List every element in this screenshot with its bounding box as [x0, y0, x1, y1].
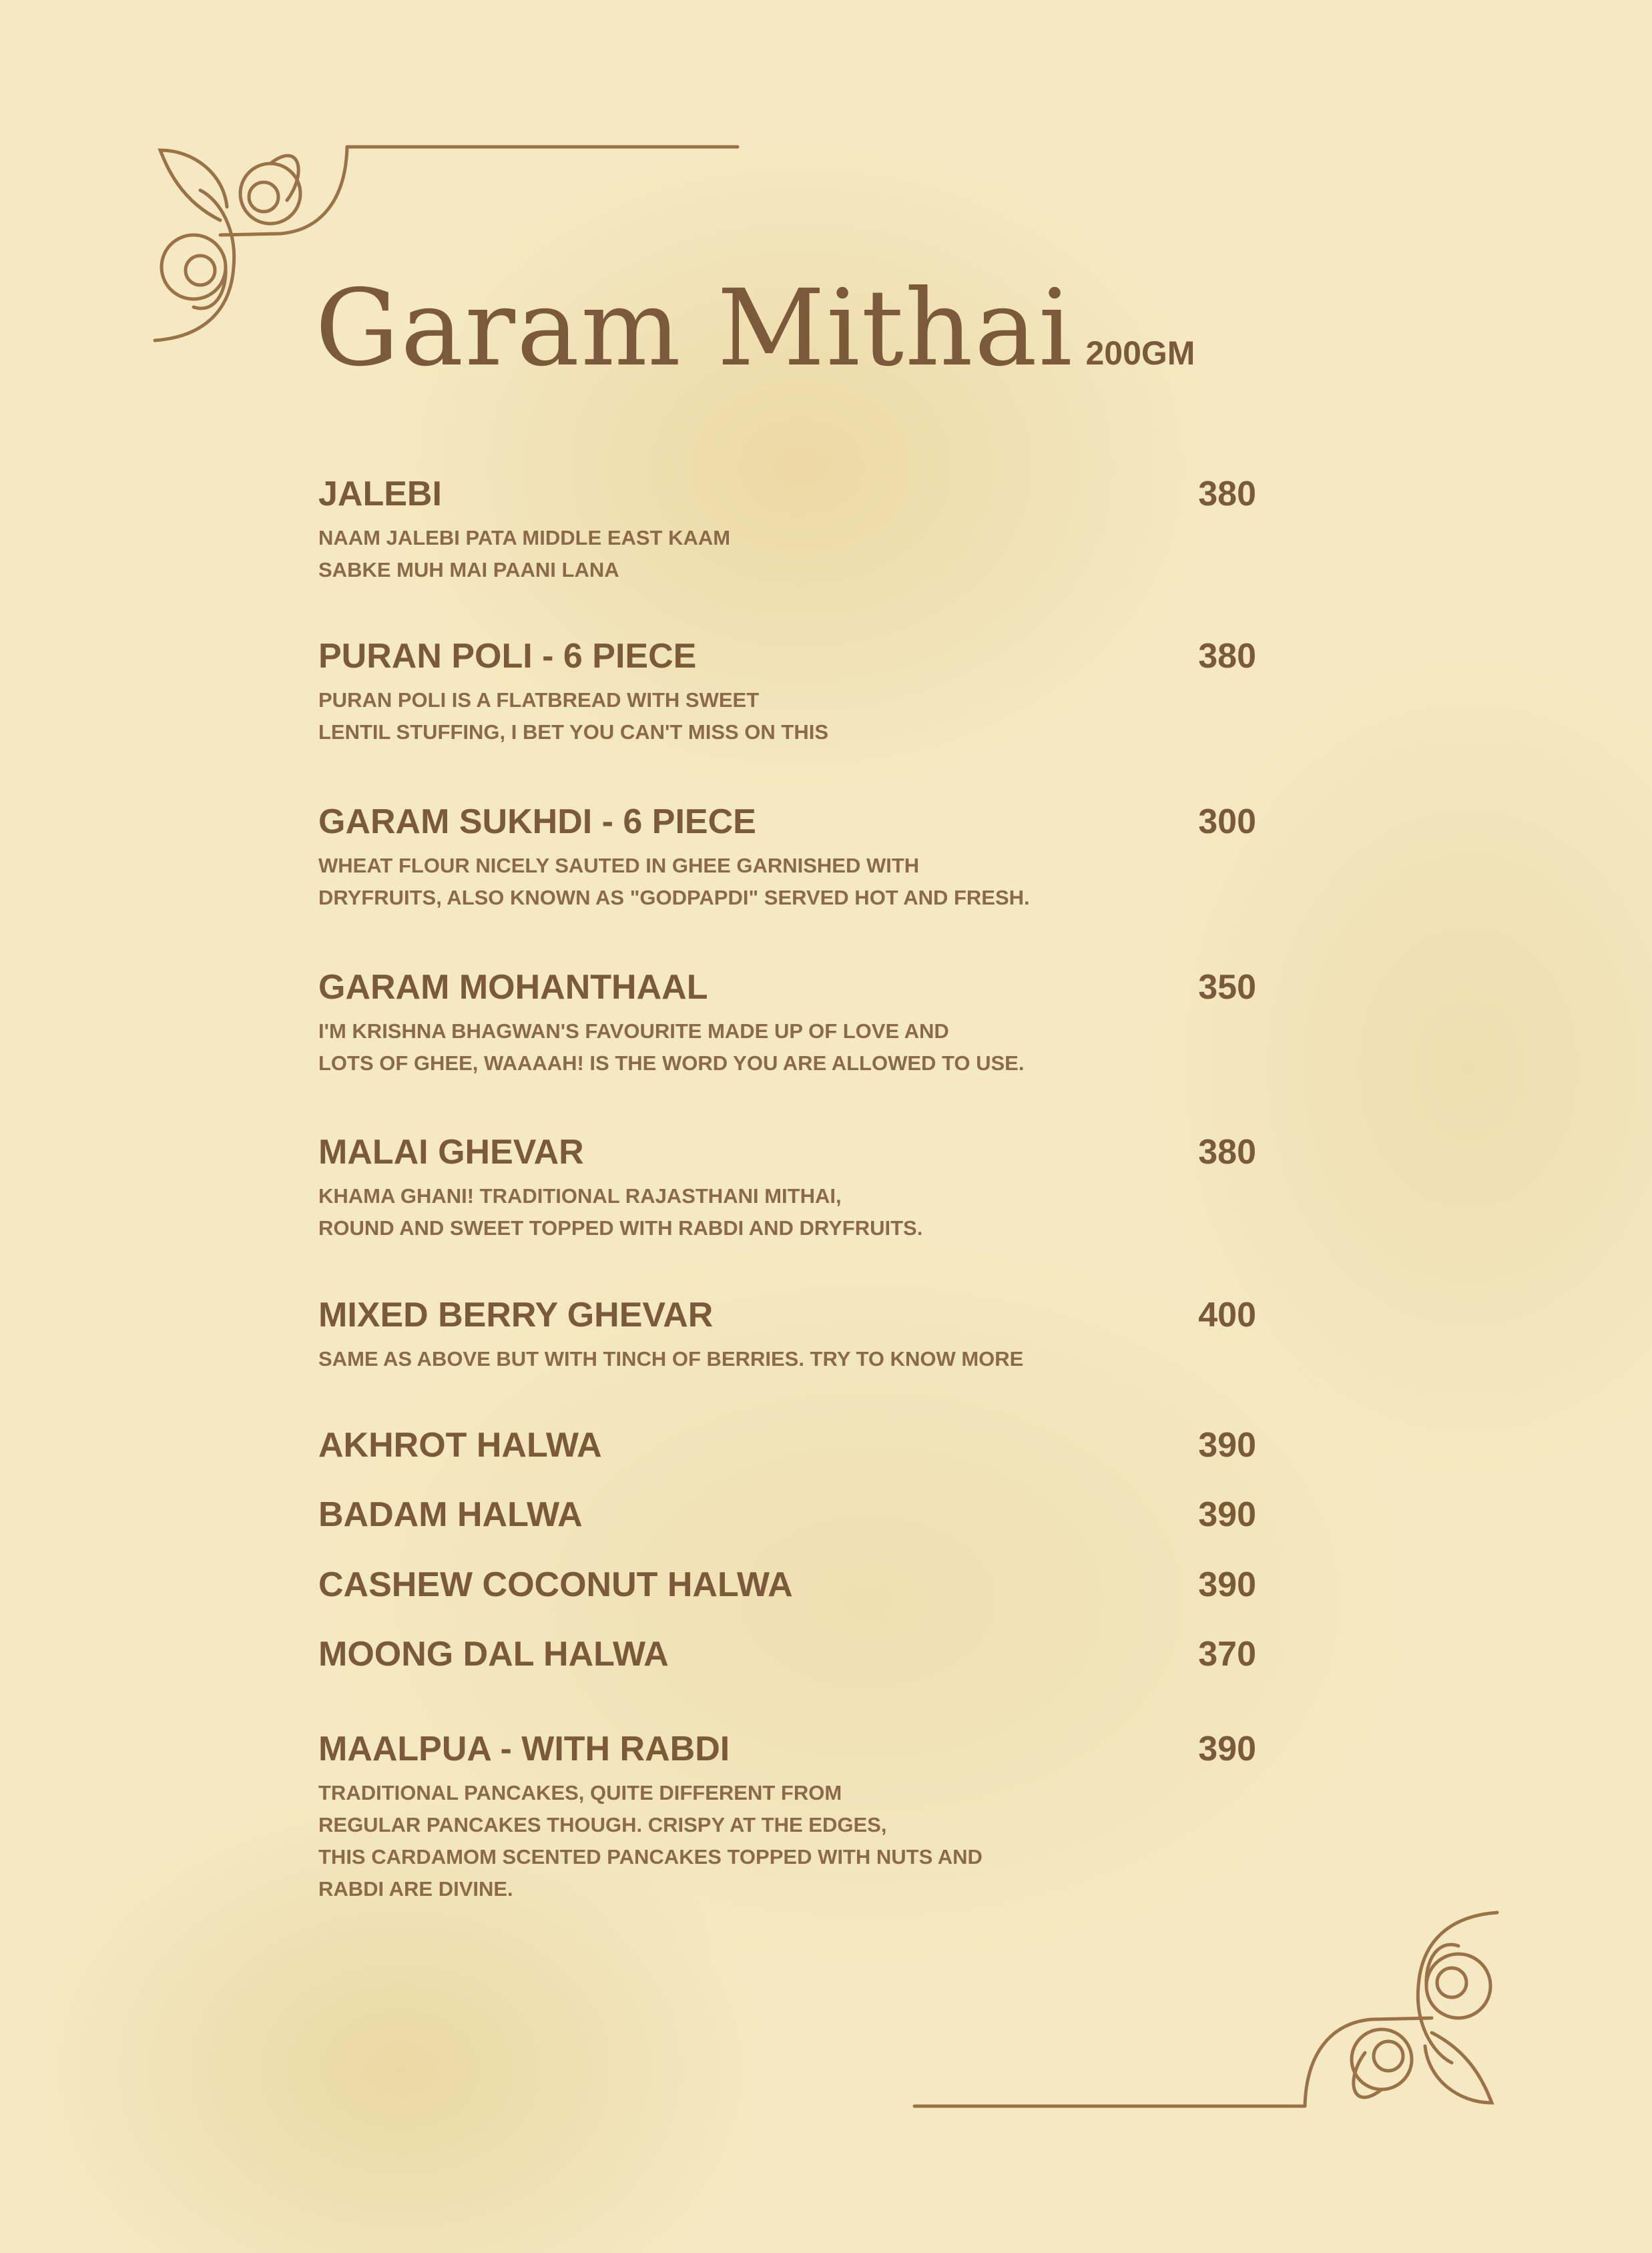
menu-item: [318, 1634, 1256, 1681]
item-price: 390: [1198, 1495, 1256, 1534]
item-description: I'M KRISHNA BHAGWAN'S FAVOURITE MADE UP OF LOVE AND LOTS OF GHEE, WAAAAH! IS THE WORD YOU ARE ALLOWED TO USE.: [318, 1019, 1025, 1075]
item-price: 370: [1198, 1635, 1256, 1674]
item-name: AKHROT HALWA: [318, 1426, 602, 1465]
item-name: MIXED BERRY GHEVAR: [318, 1296, 714, 1334]
item-name: MALAI GHEVAR: [318, 1133, 584, 1172]
menu-header: [315, 267, 1195, 390]
item-name: JALEBI: [318, 475, 442, 513]
menu-item: [318, 802, 1256, 914]
weight-label: 200GM: [1085, 334, 1195, 372]
menu-item: [318, 1295, 1256, 1375]
item-name: PURAN POLI - 6 PIECE: [318, 637, 697, 676]
item-name: BADAM HALWA: [318, 1495, 583, 1534]
menu-item: [318, 1565, 1256, 1611]
item-name: MAALPUA - WITH RABDI: [318, 1730, 730, 1768]
item-price: 300: [1198, 802, 1256, 841]
item-price: 390: [1198, 1565, 1256, 1604]
item-name: CASHEW COCONUT HALWA: [318, 1565, 793, 1604]
item-description: TRADITIONAL PANCAKES, QUITE DIFFERENT FROM REGULAR PANCAKES THOUGH. CRISPY AT THE EDGES, THIS CARDAMOM SCENTED PANCAKES TOPPED WITH NUTS AND RABDI ARE DIVINE.: [318, 1781, 983, 1901]
menu-item: [318, 1132, 1256, 1244]
item-price: 380: [1198, 1133, 1256, 1172]
menu-item: [318, 636, 1256, 748]
menu-item: [318, 1729, 1256, 1905]
item-price: 390: [1198, 1426, 1256, 1465]
menu-title: Garam Mithai: [315, 267, 1074, 390]
item-price: 380: [1198, 475, 1256, 513]
menu-item: [318, 1495, 1256, 1541]
menu-item: [318, 474, 1256, 586]
item-name: GARAM MOHANTHAAL: [318, 968, 708, 1007]
item-description: KHAMA GHANI! TRADITIONAL RAJASTHANI MITHAI, ROUND AND SWEET TOPPED WITH RABDI AND DRYFRUITS.: [318, 1184, 923, 1240]
item-price: 380: [1198, 637, 1256, 676]
item-name: MOONG DAL HALWA: [318, 1635, 669, 1674]
item-price: 400: [1198, 1296, 1256, 1334]
item-name: GARAM SUKHDI - 6 PIECE: [318, 802, 756, 841]
item-description: PURAN POLI IS A FLATBREAD WITH SWEET LENTIL STUFFING, I BET YOU CAN'T MISS ON THIS: [318, 688, 829, 744]
item-price: 350: [1198, 968, 1256, 1007]
menu-item: [318, 967, 1256, 1079]
item-description: SAME AS ABOVE BUT WITH TINCH OF BERRIES. TRY TO KNOW MORE: [318, 1347, 1024, 1370]
item-description: NAAM JALEBI PATA MIDDLE EAST KAAM SABKE MUH MAI PAANI LANA: [318, 526, 731, 581]
menu-item: [318, 1425, 1256, 1472]
item-price: 390: [1198, 1730, 1256, 1768]
item-description: WHEAT FLOUR NICELY SAUTED IN GHEE GARNISHED WITH DRYFRUITS, ALSO KNOWN AS "GODPAPDI" SERVED HOT AND FRESH.: [318, 854, 1030, 909]
